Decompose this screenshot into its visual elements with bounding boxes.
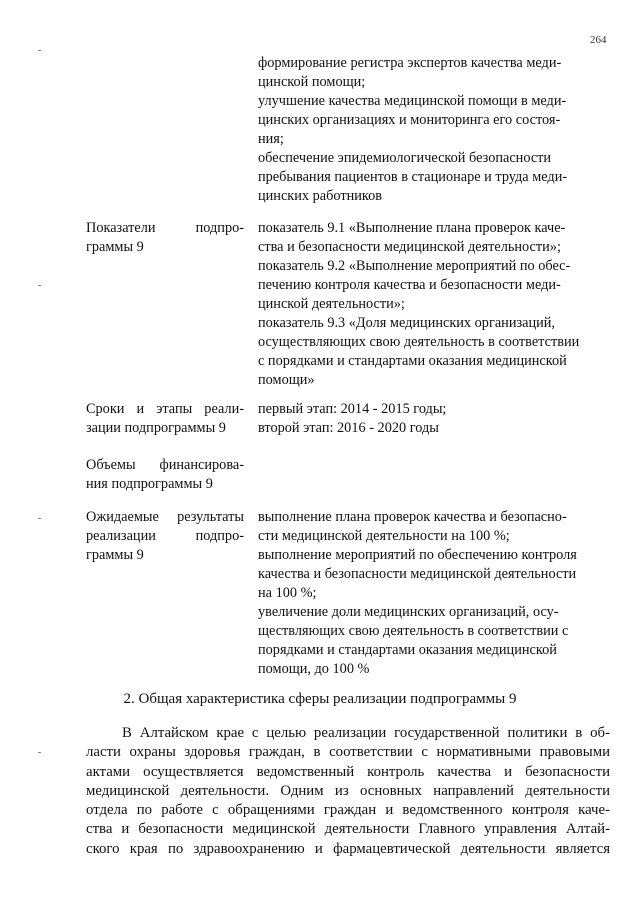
content-line: цинской деятельности»;	[258, 296, 405, 312]
label-line: зации подпрограммы 9	[86, 420, 226, 436]
paragraph-line: ласти охраны здоровья граждан, в соответствии с нормативными правовыми	[86, 744, 610, 761]
label-line: граммы 9	[86, 239, 144, 255]
content-line: сти медицинской деятельности на 100 %;	[258, 528, 510, 544]
label-line: граммы 9	[86, 547, 144, 563]
body-paragraph	[86, 724, 610, 859]
paragraph-line: медицинской деятельности. Одним из основных направлений деятельности	[86, 782, 610, 799]
content-line: помощи, до 100 %	[258, 661, 370, 677]
content-line: на 100 %;	[258, 585, 317, 601]
content-line: выполнение мероприятий по обеспечению контроля	[258, 547, 577, 563]
paragraph-line: ства и безопасности медицинской деятельности Главного управления Алтай-	[86, 821, 610, 838]
paragraph-line: отдела по работе с обращениями граждан и ведомственного контроля каче-	[86, 802, 610, 819]
content-line: первый этап: 2014 - 2015 годы;	[258, 401, 447, 417]
row-label	[86, 400, 244, 438]
content-line: ства и безопасности медицинской деятельности»;	[258, 239, 561, 255]
content-line: качества и безопасности медицинской деятельности	[258, 566, 577, 582]
label-line: Объемы финансирова-	[86, 457, 244, 473]
content-line: помощи»	[258, 372, 315, 388]
content-line: ществляющих свою деятельность в соответствии с	[258, 623, 569, 639]
label-line: Показатели подпро-	[86, 220, 244, 236]
content-line: порядками и стандартами оказания медицинской	[258, 642, 557, 658]
content-line: показатель 9.1 «Выполнение плана проверок каче-	[258, 220, 566, 236]
content-line: ния;	[258, 131, 284, 147]
content-line: печению контроля качества и безопасности меди-	[258, 277, 561, 293]
row-label	[86, 456, 244, 494]
label-line: ния подпрограммы 9	[86, 476, 213, 492]
content-line: второй этап: 2016 - 2020 годы	[258, 420, 439, 436]
content-line: улучшение качества медицинской помощи в меди-	[258, 93, 567, 109]
row-label	[86, 508, 244, 565]
scan-mark	[38, 50, 41, 51]
paragraph-line: ского края по здравоохранению и фармацевтической деятельности является	[86, 840, 610, 857]
label-line: Сроки и этапы реали-	[86, 401, 244, 417]
row-label	[86, 219, 244, 257]
content-line: цинских работников	[258, 188, 383, 204]
row-content	[258, 508, 610, 679]
content-line: осуществляющих свою деятельность в соответствии	[258, 334, 580, 350]
content-line: обеспечение эпидемиологической безопасности	[258, 150, 552, 166]
row-content	[258, 400, 610, 438]
paragraph-line: актами осуществляется ведомственный контроль качества и безопасности	[86, 763, 610, 780]
scan-mark	[38, 285, 41, 286]
content-line: пребывания пациентов в стационаре и труда меди-	[258, 169, 568, 185]
row-content	[258, 219, 610, 390]
label-line: Ожидаемые результаты	[86, 509, 244, 525]
content-line: показатель 9.2 «Выполнение мероприятий по обес-	[258, 258, 571, 274]
label-line: реализации подпро-	[86, 528, 244, 544]
paragraph-line: В Алтайском крае с целью реализации государственной политики в об-	[122, 725, 610, 741]
content-line: формирование регистра экспертов качества меди-	[258, 55, 562, 71]
section-heading: 2. Общая характеристика сферы реализации подпрограммы 9	[123, 691, 517, 707]
content-line: с порядками и стандартами оказания медицинской	[258, 353, 567, 369]
row-content	[258, 54, 610, 206]
page-number: 264	[590, 34, 607, 46]
content-line: выполнение плана проверок качества и безопасно-	[258, 509, 567, 525]
scan-mark	[38, 752, 41, 753]
scan-mark	[38, 518, 41, 519]
content-line: увеличение доли медицинских организаций, осу-	[258, 604, 559, 620]
content-line: цинских организациях и мониторинга его состоя-	[258, 112, 561, 128]
content-line: показатель 9.3 «Доля медицинских организаций,	[258, 315, 555, 331]
content-line: цинской помощи;	[258, 74, 366, 90]
